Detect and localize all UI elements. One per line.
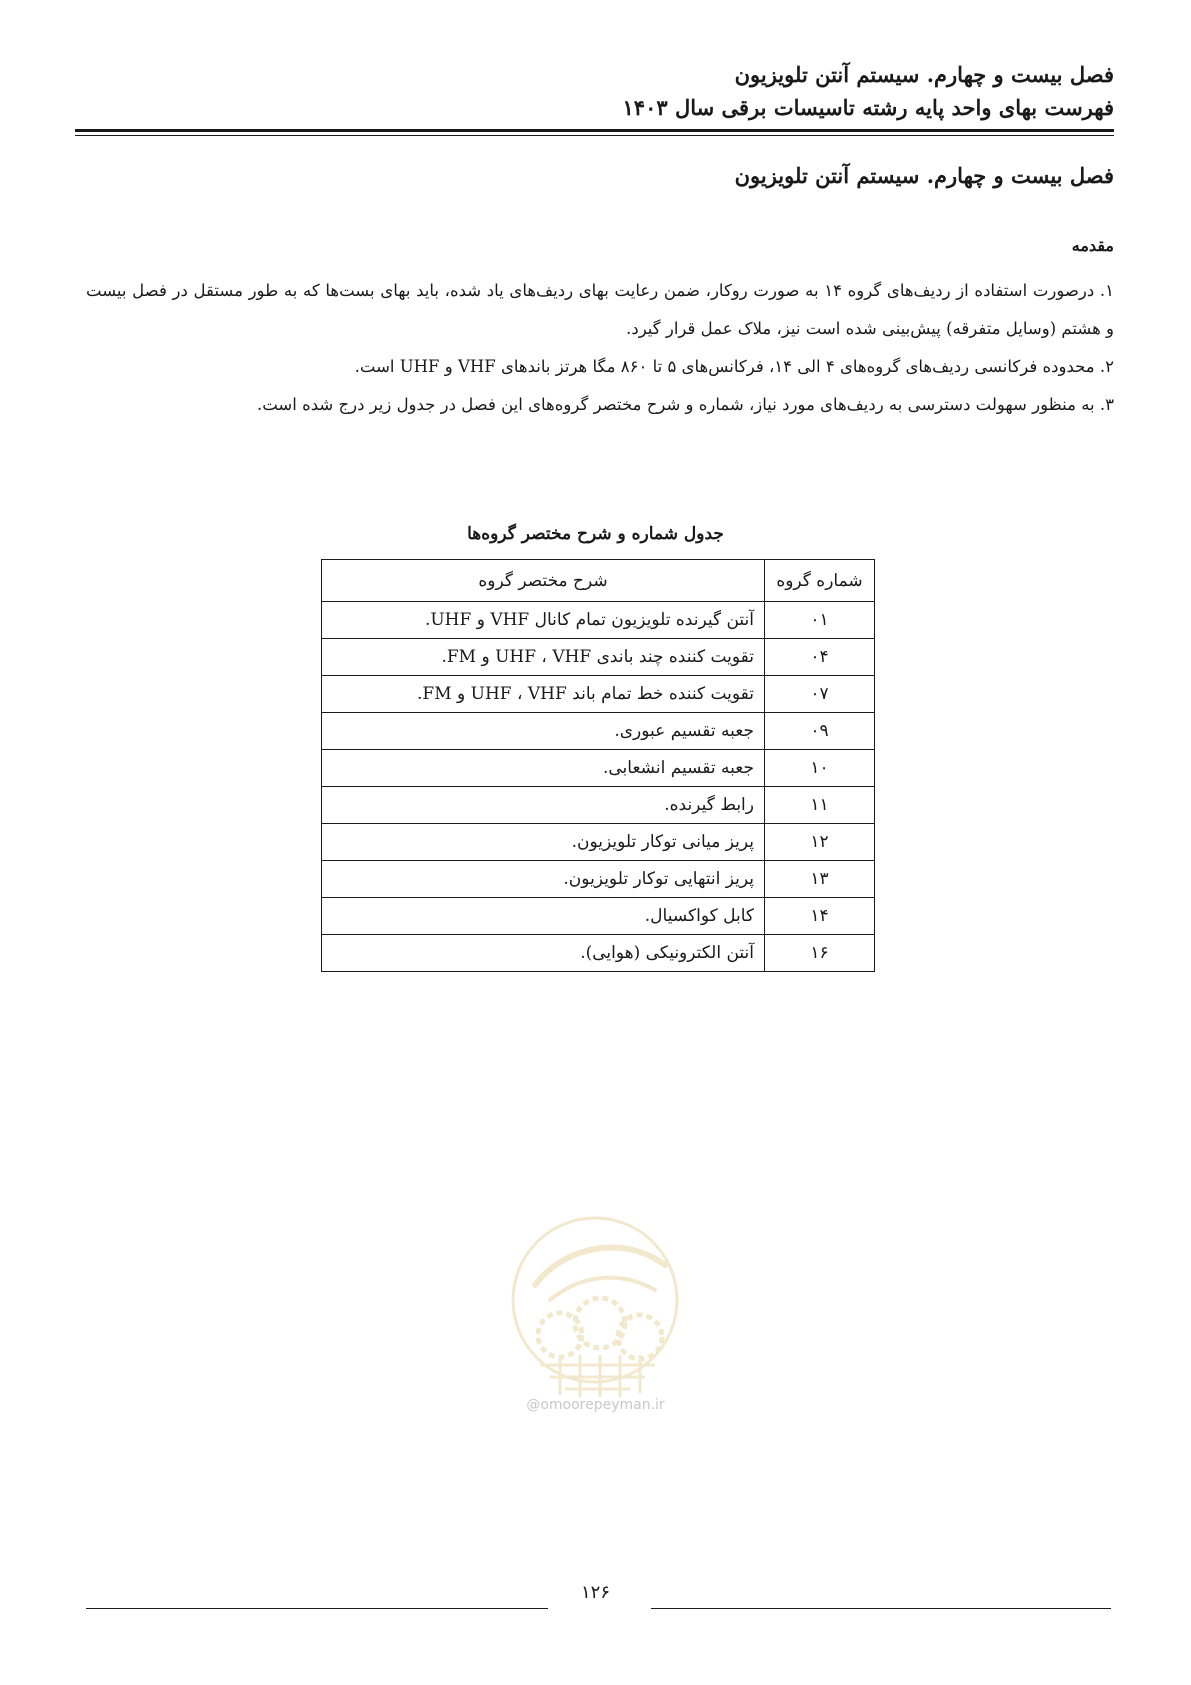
group-number: ۱۱ bbox=[765, 787, 875, 824]
table-row bbox=[322, 750, 875, 787]
section-title: فصل بیست و چهارم. سیستم آنتن تلویزیون bbox=[734, 163, 1114, 188]
header-divider-thick bbox=[75, 129, 1114, 132]
table-row bbox=[322, 824, 875, 861]
group-description: آنتن الکترونیکی (هوایی). bbox=[322, 935, 765, 972]
intro-paragraph-1: ۱. درصورت استفاده از ردیف‌های گروه ۱۴ به صورت روکار، ضمن رعایت بهای ردیف‌های یاد شده، باید بهای بست‌ها که به طور مستقل در فصل بیست و هشتم (وسایل متفرقه) پیش‌بینی شده است نیز، ملاک عمل قرار گیرد. bbox=[86, 281, 1115, 338]
group-description: جعبه تقسیم انشعابی. bbox=[322, 750, 765, 787]
group-description: کابل کواکسیال. bbox=[322, 898, 765, 935]
footer-divider-right bbox=[651, 1608, 1111, 1609]
group-number: ۱۳ bbox=[765, 861, 875, 898]
table-header-row bbox=[322, 560, 875, 602]
page-number: ۱۲۶ bbox=[580, 1582, 610, 1603]
group-number: ۰۷ bbox=[765, 676, 875, 713]
group-number: ۰۴ bbox=[765, 639, 875, 676]
intro-paragraph-2: ۲. محدوده فرکانسی ردیف‌های گروه‌های ۴ الی ۱۴، فرکانس‌های ۵ تا ۸۶۰ مگا هرتز باندهای VHF و UHF است. bbox=[354, 357, 1114, 376]
table-row bbox=[322, 639, 875, 676]
header-document-title: فهرست بهای واحد پایه رشته تاسیسات برقی سال ۱۴۰۳ bbox=[622, 95, 1114, 120]
table-row bbox=[322, 676, 875, 713]
table-row bbox=[322, 898, 875, 935]
group-description: تقویت کننده خط تمام باند UHF ، VHF و FM. bbox=[322, 676, 765, 713]
header-chapter-title: فصل بیست و چهارم. سیستم آنتن تلویزیون bbox=[734, 62, 1114, 87]
group-description: پریز انتهایی توکار تلویزیون. bbox=[322, 861, 765, 898]
page-header bbox=[75, 58, 1114, 124]
intro-heading: مقدمه bbox=[1071, 236, 1114, 255]
header-group-number: شماره گروه bbox=[765, 560, 875, 602]
groups-table bbox=[321, 559, 875, 972]
table-row bbox=[322, 713, 875, 750]
group-number: ۱۰ bbox=[765, 750, 875, 787]
table-row bbox=[322, 602, 875, 639]
table-row bbox=[322, 787, 875, 824]
group-number: ۱۴ bbox=[765, 898, 875, 935]
intro-paragraphs bbox=[86, 272, 1114, 424]
group-number: ۰۱ bbox=[765, 602, 875, 639]
header-divider-thin bbox=[75, 135, 1114, 136]
group-description: پریز میانی توکار تلویزیون. bbox=[322, 824, 765, 861]
table-caption: جدول شماره و شرح مختصر گروه‌ها bbox=[467, 524, 724, 544]
header-group-description: شرح مختصر گروه bbox=[322, 560, 765, 602]
intro-paragraph-3: ۳. به منظور سهولت دسترسی به ردیف‌های مورد نیاز، شماره و شرح مختصر گروه‌های این فصل در جدول زیر درج شده است. bbox=[256, 395, 1114, 414]
table-row bbox=[322, 935, 875, 972]
watermark-url: @omoorepeyman.ir bbox=[526, 1397, 665, 1413]
table-row bbox=[322, 861, 875, 898]
group-description: رابط گیرنده. bbox=[322, 787, 765, 824]
group-number: ۱۶ bbox=[765, 935, 875, 972]
footer-divider-left bbox=[86, 1608, 548, 1609]
watermark-logo-icon bbox=[505, 1205, 685, 1415]
group-description: آنتن گیرنده تلویزیون تمام کانال VHF و UHF. bbox=[322, 602, 765, 639]
group-description: تقویت کننده چند باندی UHF ، VHF و FM. bbox=[322, 639, 765, 676]
group-description: جعبه تقسیم عبوری. bbox=[322, 713, 765, 750]
group-number: ۱۲ bbox=[765, 824, 875, 861]
group-number: ۰۹ bbox=[765, 713, 875, 750]
